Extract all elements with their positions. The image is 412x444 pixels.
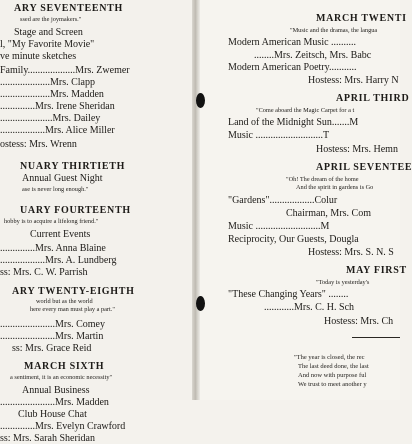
left-page-line: world but as the world [36,298,93,305]
left-page-line: Stage and Screen [14,27,83,38]
left-page-line: ..............Mrs. Evelyn Crawford [0,421,126,432]
right-page-line: Reciprocity, Our Guests, Dougla [228,234,359,245]
right-page-line: Hostess: Mrs. S. N. S [308,247,394,258]
right-page-line: MARCH TWENTI [316,13,407,24]
left-page-line: Family...................Mrs. Zwemer [0,65,130,76]
left-page-line: ss: Mrs. Sarah Sheridan [0,433,95,444]
right-page-line: And the spirit in gardens is Go [296,184,374,191]
section-divider [352,337,400,338]
right-page-line: "Today is yesterday's [316,279,370,286]
right-page-line: Music ...........................T [228,130,330,141]
right-page-line: The last deed done, the last [298,363,369,370]
right-page-line: And now with purpose ful [298,372,367,379]
left-page-line: ss: Mrs. Grace Reid [12,343,92,354]
right-page-line: ........Mrs. Zeitsch, Mrs. Babc [254,50,372,61]
page-gutter [192,0,200,400]
right-page-line: Modern American Poetry........... [228,62,357,73]
right-page-line: APRIL SEVENTEE [316,162,412,173]
right-page-line: Chairman, Mrs. Com [286,208,371,219]
right-page-line: Modern American Music .......... [228,37,357,48]
left-page-line: l, "My Favorite Movie" [0,39,95,50]
left-page-line: ..................Mrs. A. Lundberg [0,255,117,266]
left-page-line: ARY SEVENTEENTH [14,3,123,14]
right-page-line: "The year is closed, the rec [294,354,365,361]
left-page-line: ase is never long enough." [22,186,89,193]
right-page-line: Land of the Midnight Sun.......M [228,117,359,128]
binding-hole-top [196,93,205,108]
left-page-line: Annual Guest Night [22,173,103,184]
left-page-line: Club House Chat [18,409,87,420]
right-page [198,0,412,400]
left-page-line: ....................Mrs. Madden [0,89,104,100]
left-page-line: Annual Business [22,385,90,396]
right-page-line: Music ..........................M [228,221,330,232]
left-page-line: ss: Mrs. C. W. Parrish [0,267,88,278]
left-page-line: ..............Mrs. Anna Blaine [0,243,106,254]
left-page-line: ..............Mrs. Irene Sheridan [0,101,115,112]
left-page-line: a sentiment, it is an economic necessity" [10,374,113,381]
left-page-line: ..................Mrs. Alice Miller [0,125,115,136]
left-page-line: Current Events [30,229,91,240]
left-page-line: ostess: Mrs. Wrenn [0,139,77,150]
left-page-line: ......................Mrs. Martin [0,331,104,342]
left-page [0,0,194,444]
left-page-line: hobby is to acquire a lifelong friend." [4,218,99,225]
right-page-line: "Gardens"..................Colur [228,195,338,206]
left-page-line: here every man must play a part." [30,306,115,313]
right-page-line: "These Changing Years" ........ [228,289,349,300]
left-page-line: UARY FOURTEENTH [20,205,131,216]
right-page-line: We trust to meet another y [298,381,367,388]
right-page-line: ............Mrs. C. H. Sch [264,302,355,313]
right-page-line: "Oh! The dream of the home [286,176,359,183]
right-page-line: "Music and the dramas, the langua [290,27,378,34]
binding-hole-bottom [196,296,205,311]
left-page-line: ......................Mrs. Comey [0,319,105,330]
right-page-line: MAY FIRST [346,265,407,276]
right-page-line: Hostess: Mrs. Hemn [316,144,398,155]
left-page-line: NUARY THIRTIETH [20,161,126,172]
right-page-line: Hostess: Mrs. Harry N [308,75,399,86]
right-page-line: APRIL THIRD [336,93,410,104]
left-page-line: ssed are the joymakers." [20,16,82,23]
left-page-line: ......................Mrs. Madden [0,397,109,408]
left-page-line: MARCH SIXTH [24,361,105,372]
right-page-line: Hostess: Mrs. Ch [324,316,394,327]
right-page-line: "Come aboard the Magic Carpet for a t [256,107,355,114]
left-page-line: .....................Mrs. Dailey [0,113,101,124]
left-page-line: ARY TWENTY-EIGHTH [12,286,135,297]
left-page-line: ....................Mrs. Clapp [0,77,95,88]
left-page-line: ve minute sketches [0,51,77,62]
